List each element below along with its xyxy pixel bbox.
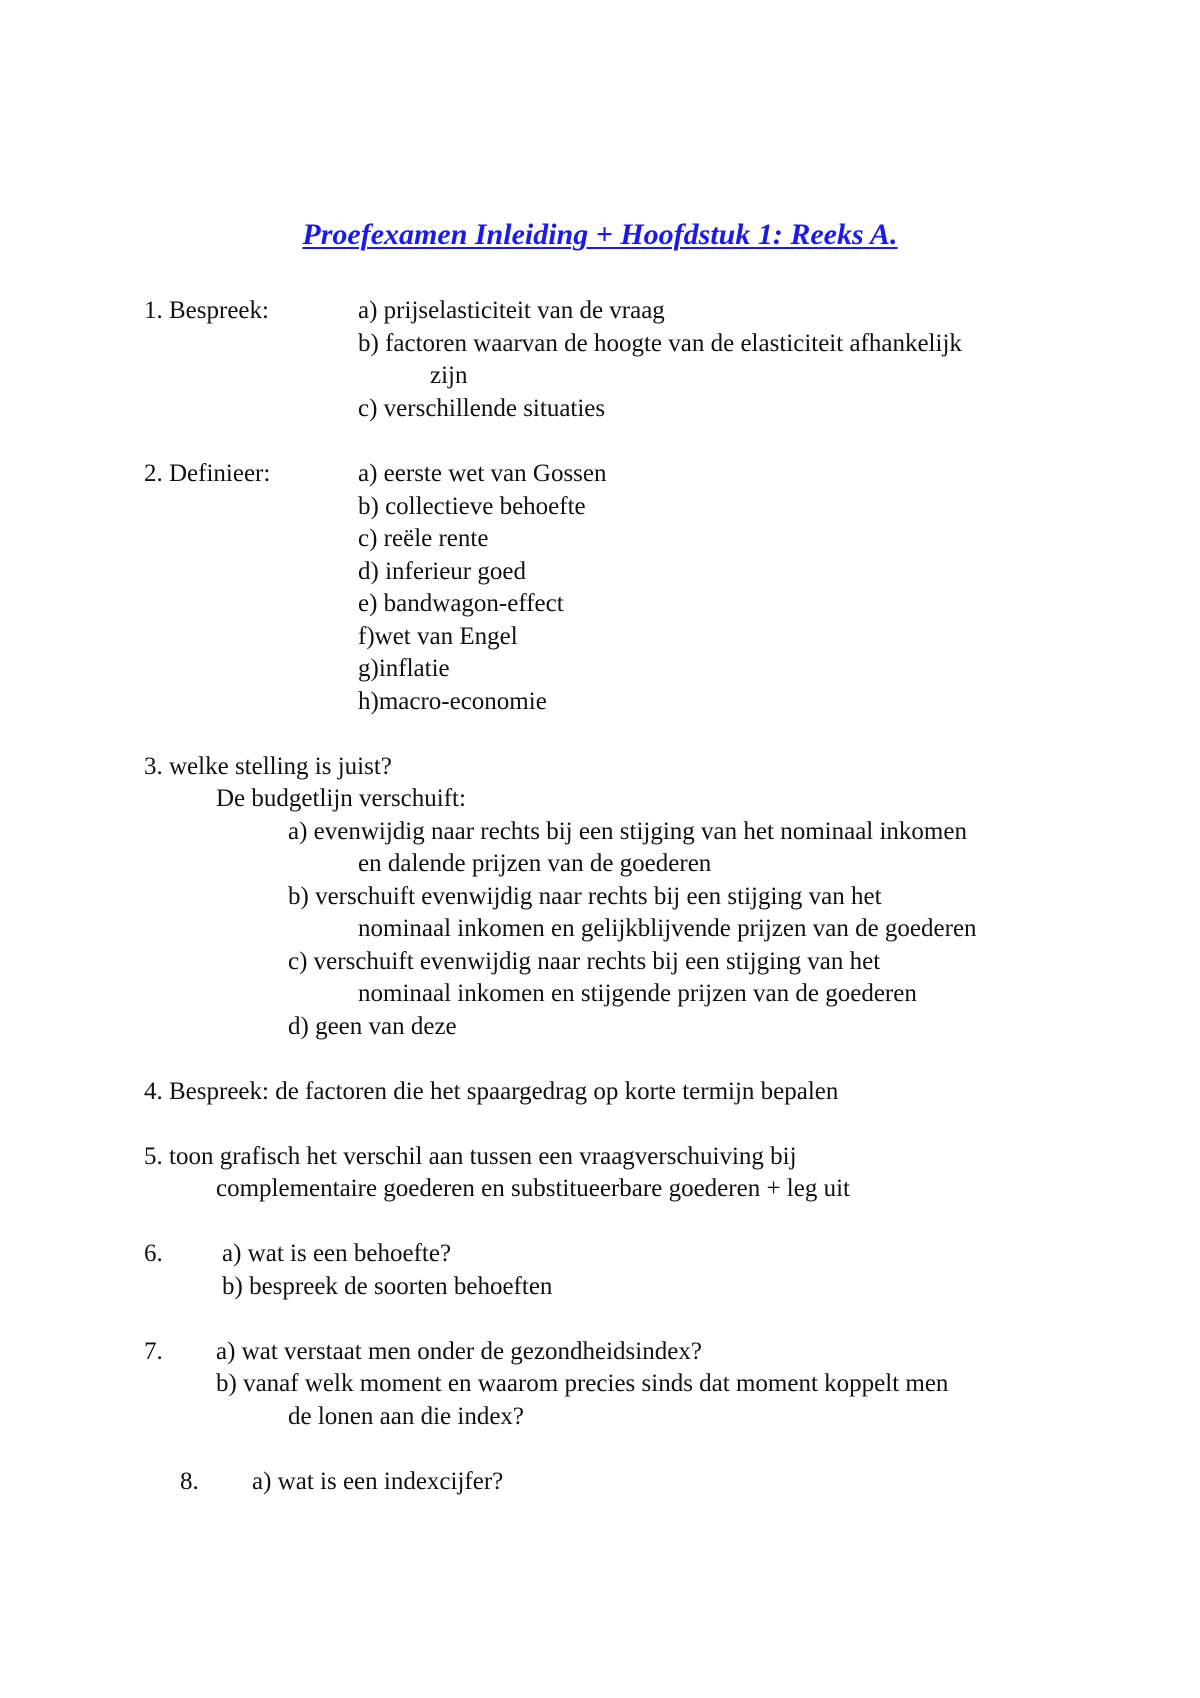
question-1-item-c: c) verschillende situaties	[358, 395, 606, 422]
question-2-item-b: b) collectieve behoefte	[358, 493, 586, 520]
question-3-intro: De budgetlijn verschuift:	[216, 785, 466, 812]
question-1-number: 1. Bespreek:	[144, 297, 269, 324]
question-2-item-f: f)wet van Engel	[358, 623, 518, 650]
question-5-continued: complementaire goederen en substitueerbare goederen + leg uit	[216, 1175, 850, 1202]
question-1-item-a: a) prijselasticiteit van de vraag	[358, 297, 665, 324]
document-title: Proefexamen Inleiding + Hoofdstuk 1: Reeks A.	[302, 218, 898, 251]
question-6-number: 6.	[144, 1240, 163, 1267]
question-1-item-b-continued: zijn	[430, 362, 468, 389]
question-2-number: 2. Definieer:	[144, 460, 271, 487]
question-3-option-c: c) verschuift evenwijdig naar rechts bij een stijging van het	[288, 948, 881, 975]
question-8-item-a: a) wat is een indexcijfer?	[252, 1468, 504, 1495]
question-8-number: 8.	[180, 1468, 199, 1495]
question-2-item-d: d) inferieur goed	[358, 558, 526, 585]
question-2-item-c: c) reële rente	[358, 525, 489, 552]
question-2-item-e: e) bandwagon-effect	[358, 590, 564, 617]
question-4-text: 4. Bespreek: de factoren die het spaargedrag op korte termijn bepalen	[144, 1078, 839, 1105]
question-6-item-a: a) wat is een behoefte?	[222, 1240, 452, 1267]
question-2-item-a: a) eerste wet van Gossen	[358, 460, 607, 487]
question-3-option-c-continued: nominaal inkomen en stijgende prijzen van de goederen	[358, 980, 917, 1007]
question-2-item-h: h)macro-economie	[358, 688, 547, 715]
question-5-text: 5. toon grafisch het verschil aan tussen een vraagverschuiving bij	[144, 1143, 797, 1170]
question-6-item-b: b) bespreek de soorten behoeften	[222, 1273, 553, 1300]
question-7-number: 7.	[144, 1338, 163, 1365]
question-3-option-b-continued: nominaal inkomen en gelijkblijvende prijzen van de goederen	[358, 915, 977, 942]
question-7-item-b-continued: de lonen aan die index?	[288, 1403, 525, 1430]
question-7-item-b: b) vanaf welk moment en waarom precies sinds dat moment koppelt men	[216, 1370, 949, 1397]
question-1-item-b: b) factoren waarvan de hoogte van de elasticiteit afhankelijk	[358, 330, 962, 357]
question-3-option-d: d) geen van deze	[288, 1013, 457, 1040]
question-7-item-a: a) wat verstaat men onder de gezondheidsindex?	[216, 1338, 702, 1365]
question-3-option-b: b) verschuift evenwijdig naar rechts bij een stijging van het	[288, 883, 882, 910]
question-3-option-a: a) evenwijdig naar rechts bij een stijging van het nominaal inkomen	[288, 818, 967, 845]
question-3-option-a-continued: en dalende prijzen van de goederen	[358, 850, 712, 877]
question-2-item-g: g)inflatie	[358, 655, 450, 682]
question-3-text: 3. welke stelling is juist?	[144, 753, 392, 780]
